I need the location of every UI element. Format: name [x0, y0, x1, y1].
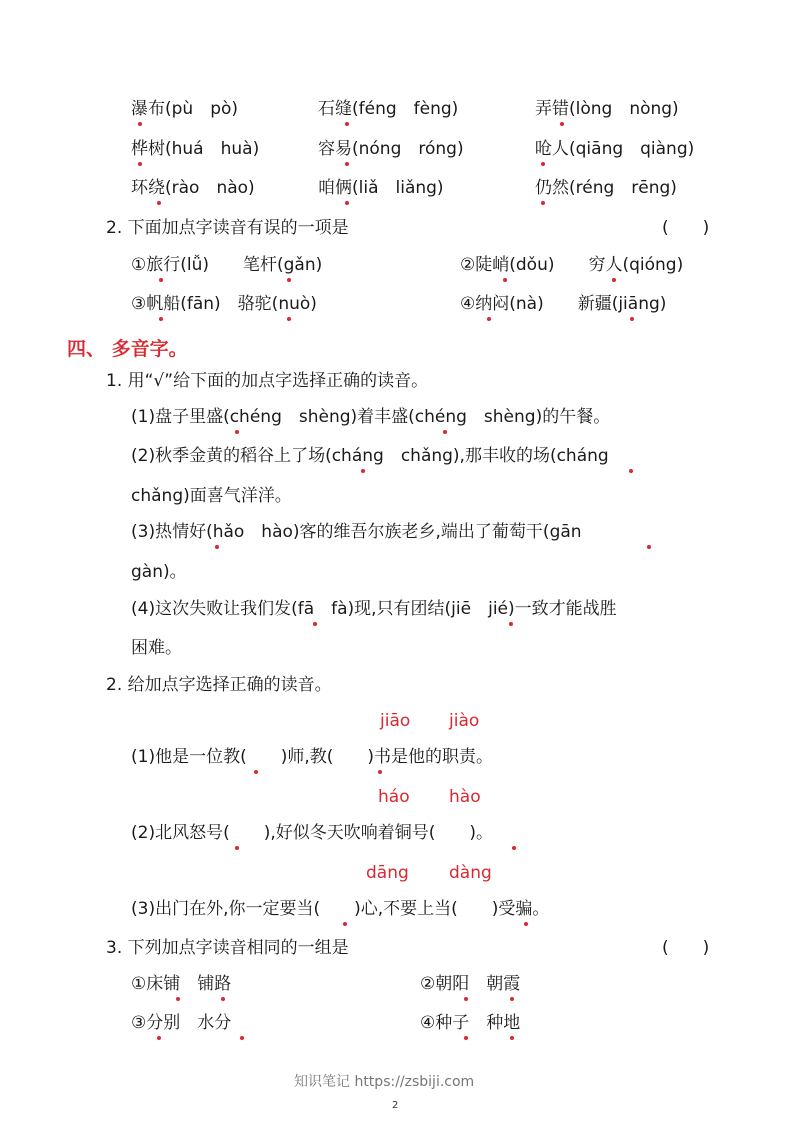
item-huashu: 桦树(huá huà)	[131, 139, 260, 159]
part1-s2a: (2)秋季金黄的稻谷上了场(cháng chǎng),那丰收的场(cháng	[131, 446, 609, 466]
part2-s3: (3)出门在外,你一定要当( )心,不要上当( )受骗。	[131, 899, 550, 919]
part1-s4b: 困难。	[131, 638, 182, 658]
pinyin-jiao-1: jiāo	[380, 711, 411, 731]
q3-option-2: ②朝阳 朝霞	[420, 974, 521, 994]
part1-s2b: chǎng)面喜气洋洋。	[131, 486, 292, 506]
pinyin-jiao-4: jiào	[449, 711, 480, 731]
part1-s1: (1)盘子里盛(chéng shèng)着丰盛(chéng shèng)的午餐。	[131, 407, 611, 427]
item-shifeng: 石缝(féng fèng)	[318, 99, 459, 119]
q3-option-1: ①床铺 铺路	[131, 974, 232, 994]
part1-s4a: (4)这次失败让我们发(fā fà)现,只有团结(jiē jié)一致才能战胜	[131, 599, 617, 619]
pinyin-hao-2: háo	[378, 787, 410, 807]
answer-paren-q2[interactable]: ( )	[662, 218, 710, 238]
item-huanrao: 环绕(rào nào)	[131, 178, 255, 198]
question-2-text: 2. 下面加点字读音有误的一项是	[106, 218, 349, 238]
answer-paren-q3[interactable]: ( )	[662, 938, 710, 958]
pinyin-dang-1: dāng	[366, 863, 409, 883]
item-rongyi: 容易(nóng róng)	[318, 139, 464, 159]
question-2-stem	[106, 217, 349, 239]
item-qiangren: 呛人(qiāng qiàng)	[535, 139, 695, 159]
item-rengran: 仍然(réng rēng)	[535, 178, 677, 198]
q2-option-1: ①旅行(lǚ) 笔杆(gǎn)	[131, 255, 323, 275]
part2-s2: (2)北风怒号( ),好似冬天吹响着铜号( )。	[131, 823, 494, 843]
part3-stem: 3. 下列加点字读音相同的一组是	[106, 938, 349, 958]
part2-s1: (1)他是一位教( )师,教( )书是他的职责。	[131, 747, 494, 767]
q3-option-4: ④种子 种地	[420, 1013, 521, 1033]
section-4-title: 四、 多音字。	[67, 338, 188, 360]
item-zanlia: 咱俩(liǎ liǎng)	[318, 178, 444, 198]
page-number: 2	[392, 1100, 399, 1111]
pinyin-dang-4: dàng	[449, 863, 492, 883]
item-nongcuo: 弄错(lòng nòng)	[535, 99, 679, 119]
q3-option-3: ③分别 水分	[131, 1013, 232, 1033]
item-pubu: 瀑布(pù pò)	[131, 99, 239, 119]
part1-s3a: (3)热情好(hǎo hào)客的维吾尔族老乡,端出了葡萄干(gān	[131, 522, 582, 542]
pinyin-hao-4: hào	[449, 787, 481, 807]
part1-stem: 1. 用“√”给下面的加点字选择正确的读音。	[106, 371, 429, 391]
watermark-link[interactable]: 知识笔记 https://zsbiji.com	[294, 1074, 475, 1090]
q2-option-4: ④纳闷(nà) 新疆(jiāng)	[460, 294, 667, 314]
q2-option-3: ③帆船(fān) 骆驼(nuò)	[131, 294, 317, 314]
q2-option-2: ②陡峭(dǒu) 穷人(qióng)	[460, 255, 684, 275]
part1-s3b: gàn)。	[131, 562, 187, 582]
part2-stem: 2. 给加点字选择正确的读音。	[106, 675, 332, 695]
